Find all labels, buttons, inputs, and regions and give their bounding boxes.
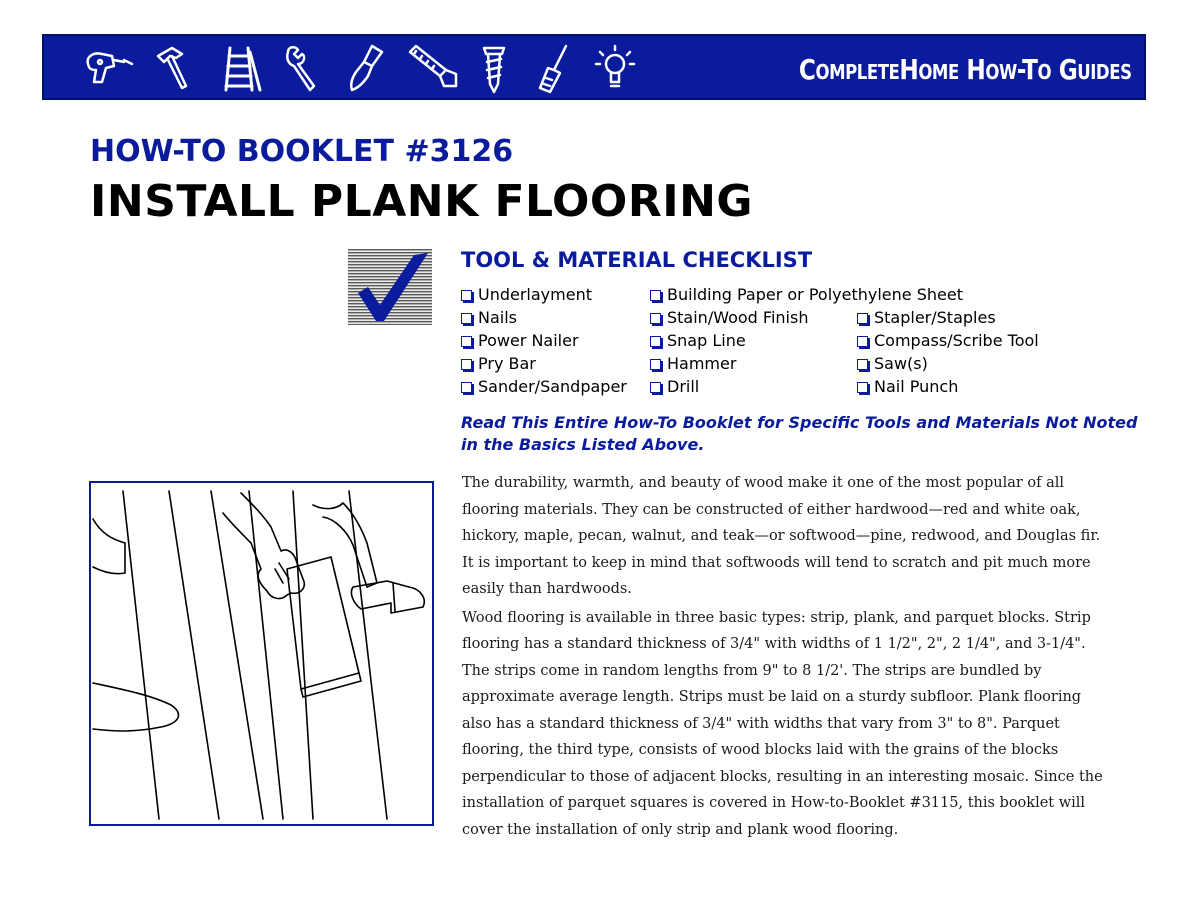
checklist-item: Stain/Wood Finish: [650, 308, 808, 328]
header-banner: [42, 34, 1146, 100]
checklist-note: Read This Entire How-To Booklet for Specific Tools and Materials Not Noted in the Basics Listed Above.: [461, 413, 1138, 454]
paintbrush-icon: [342, 42, 392, 96]
checkmark-icon: [348, 249, 432, 325]
saw-icon: [404, 42, 462, 96]
checkbox-icon[interactable]: [461, 336, 472, 347]
checklist-item: Nail Punch: [857, 377, 958, 397]
checkbox-icon[interactable]: [461, 313, 472, 324]
checklist-item: Stapler/Staples: [857, 308, 996, 328]
checkbox-icon[interactable]: [650, 382, 661, 393]
checkbox-icon[interactable]: [650, 290, 661, 301]
checkbox-icon[interactable]: [461, 359, 472, 370]
checklist-heading: TOOL & MATERIAL CHECKLIST: [461, 248, 813, 272]
page-title: INSTALL PLANK FLOORING: [90, 176, 754, 227]
flooring-illustration: [89, 481, 434, 826]
checkbox-icon[interactable]: [650, 359, 661, 370]
checklist-item: Compass/Scribe Tool: [857, 331, 1039, 351]
checklist-item: Underlayment: [461, 285, 592, 305]
checkbox-icon[interactable]: [857, 336, 868, 347]
ladder-icon: [220, 42, 264, 96]
paragraph: Wood flooring is available in three basic types: strip, plank, and parquet blocks. Strip flooring has a standard thickness of 3/4" with widths of 1 1/2", 2", 2 1/4", and 3-1/4". The strips come in random lengths from 9" to 8 1/2'. The strips are bundled by approximate average length. Strips must be laid on a sturdy subfloor. Plank flooring also has a standard thickness of 3/4" with widths that vary from 3" to 8". Parquet flooring, the third type, consists of wood blocks laid with the grains of the blocks perpendicular to those of adjacent blocks, resulting in an interesting mosaic. Since the installation of parquet squares is covered in How-to-Booklet #3115, this booklet will cover the installation of only strip and plank wood flooring.: [462, 609, 1103, 838]
light-bulb-icon: [590, 42, 640, 96]
hammer-nailing-plank-icon: [91, 483, 432, 824]
wrench-icon: [280, 42, 326, 96]
checklist-item: Hammer: [650, 354, 736, 374]
drill-icon: [80, 42, 140, 96]
checkbox-icon[interactable]: [461, 290, 472, 301]
checklist-item: Pry Bar: [461, 354, 536, 374]
tool-icons-row: [80, 42, 720, 96]
booklet-number: HOW-TO BOOKLET #3126: [90, 134, 514, 169]
checkbox-icon[interactable]: [650, 313, 661, 324]
checkbox-icon[interactable]: [461, 382, 472, 393]
checklist-item: Saw(s): [857, 354, 928, 374]
screwdriver-icon: [532, 42, 576, 96]
checklist-item: Sander/Sandpaper: [461, 377, 627, 397]
checkbox-icon[interactable]: [857, 313, 868, 324]
hammer-icon: [152, 42, 202, 96]
checklist-item: Building Paper or Polyethylene Sheet: [650, 285, 963, 305]
checkbox-icon[interactable]: [857, 382, 868, 393]
checklist-item: Drill: [650, 377, 699, 397]
checklist-item: Nails: [461, 308, 517, 328]
banner-title: CompleteHome How-To Guides: [799, 53, 1132, 86]
checkbox-icon[interactable]: [857, 359, 868, 370]
paragraph: The durability, warmth, and beauty of wood make it one of the most popular of all flooring materials. They can be constructed of either hardwood—red and white oak, hickory, maple, pecan, walnut, and teak—or softwood—pine, redwood, and Douglas fir. It is important to keep in mind that softwoods will tend to scratch and pit much more easily than hardwoods.: [462, 475, 1101, 597]
checklist-item: Snap Line: [650, 331, 746, 351]
body-text: [462, 470, 1112, 843]
screw-icon: [474, 42, 518, 96]
checklist-item: Power Nailer: [461, 331, 579, 351]
checkbox-icon[interactable]: [650, 336, 661, 347]
